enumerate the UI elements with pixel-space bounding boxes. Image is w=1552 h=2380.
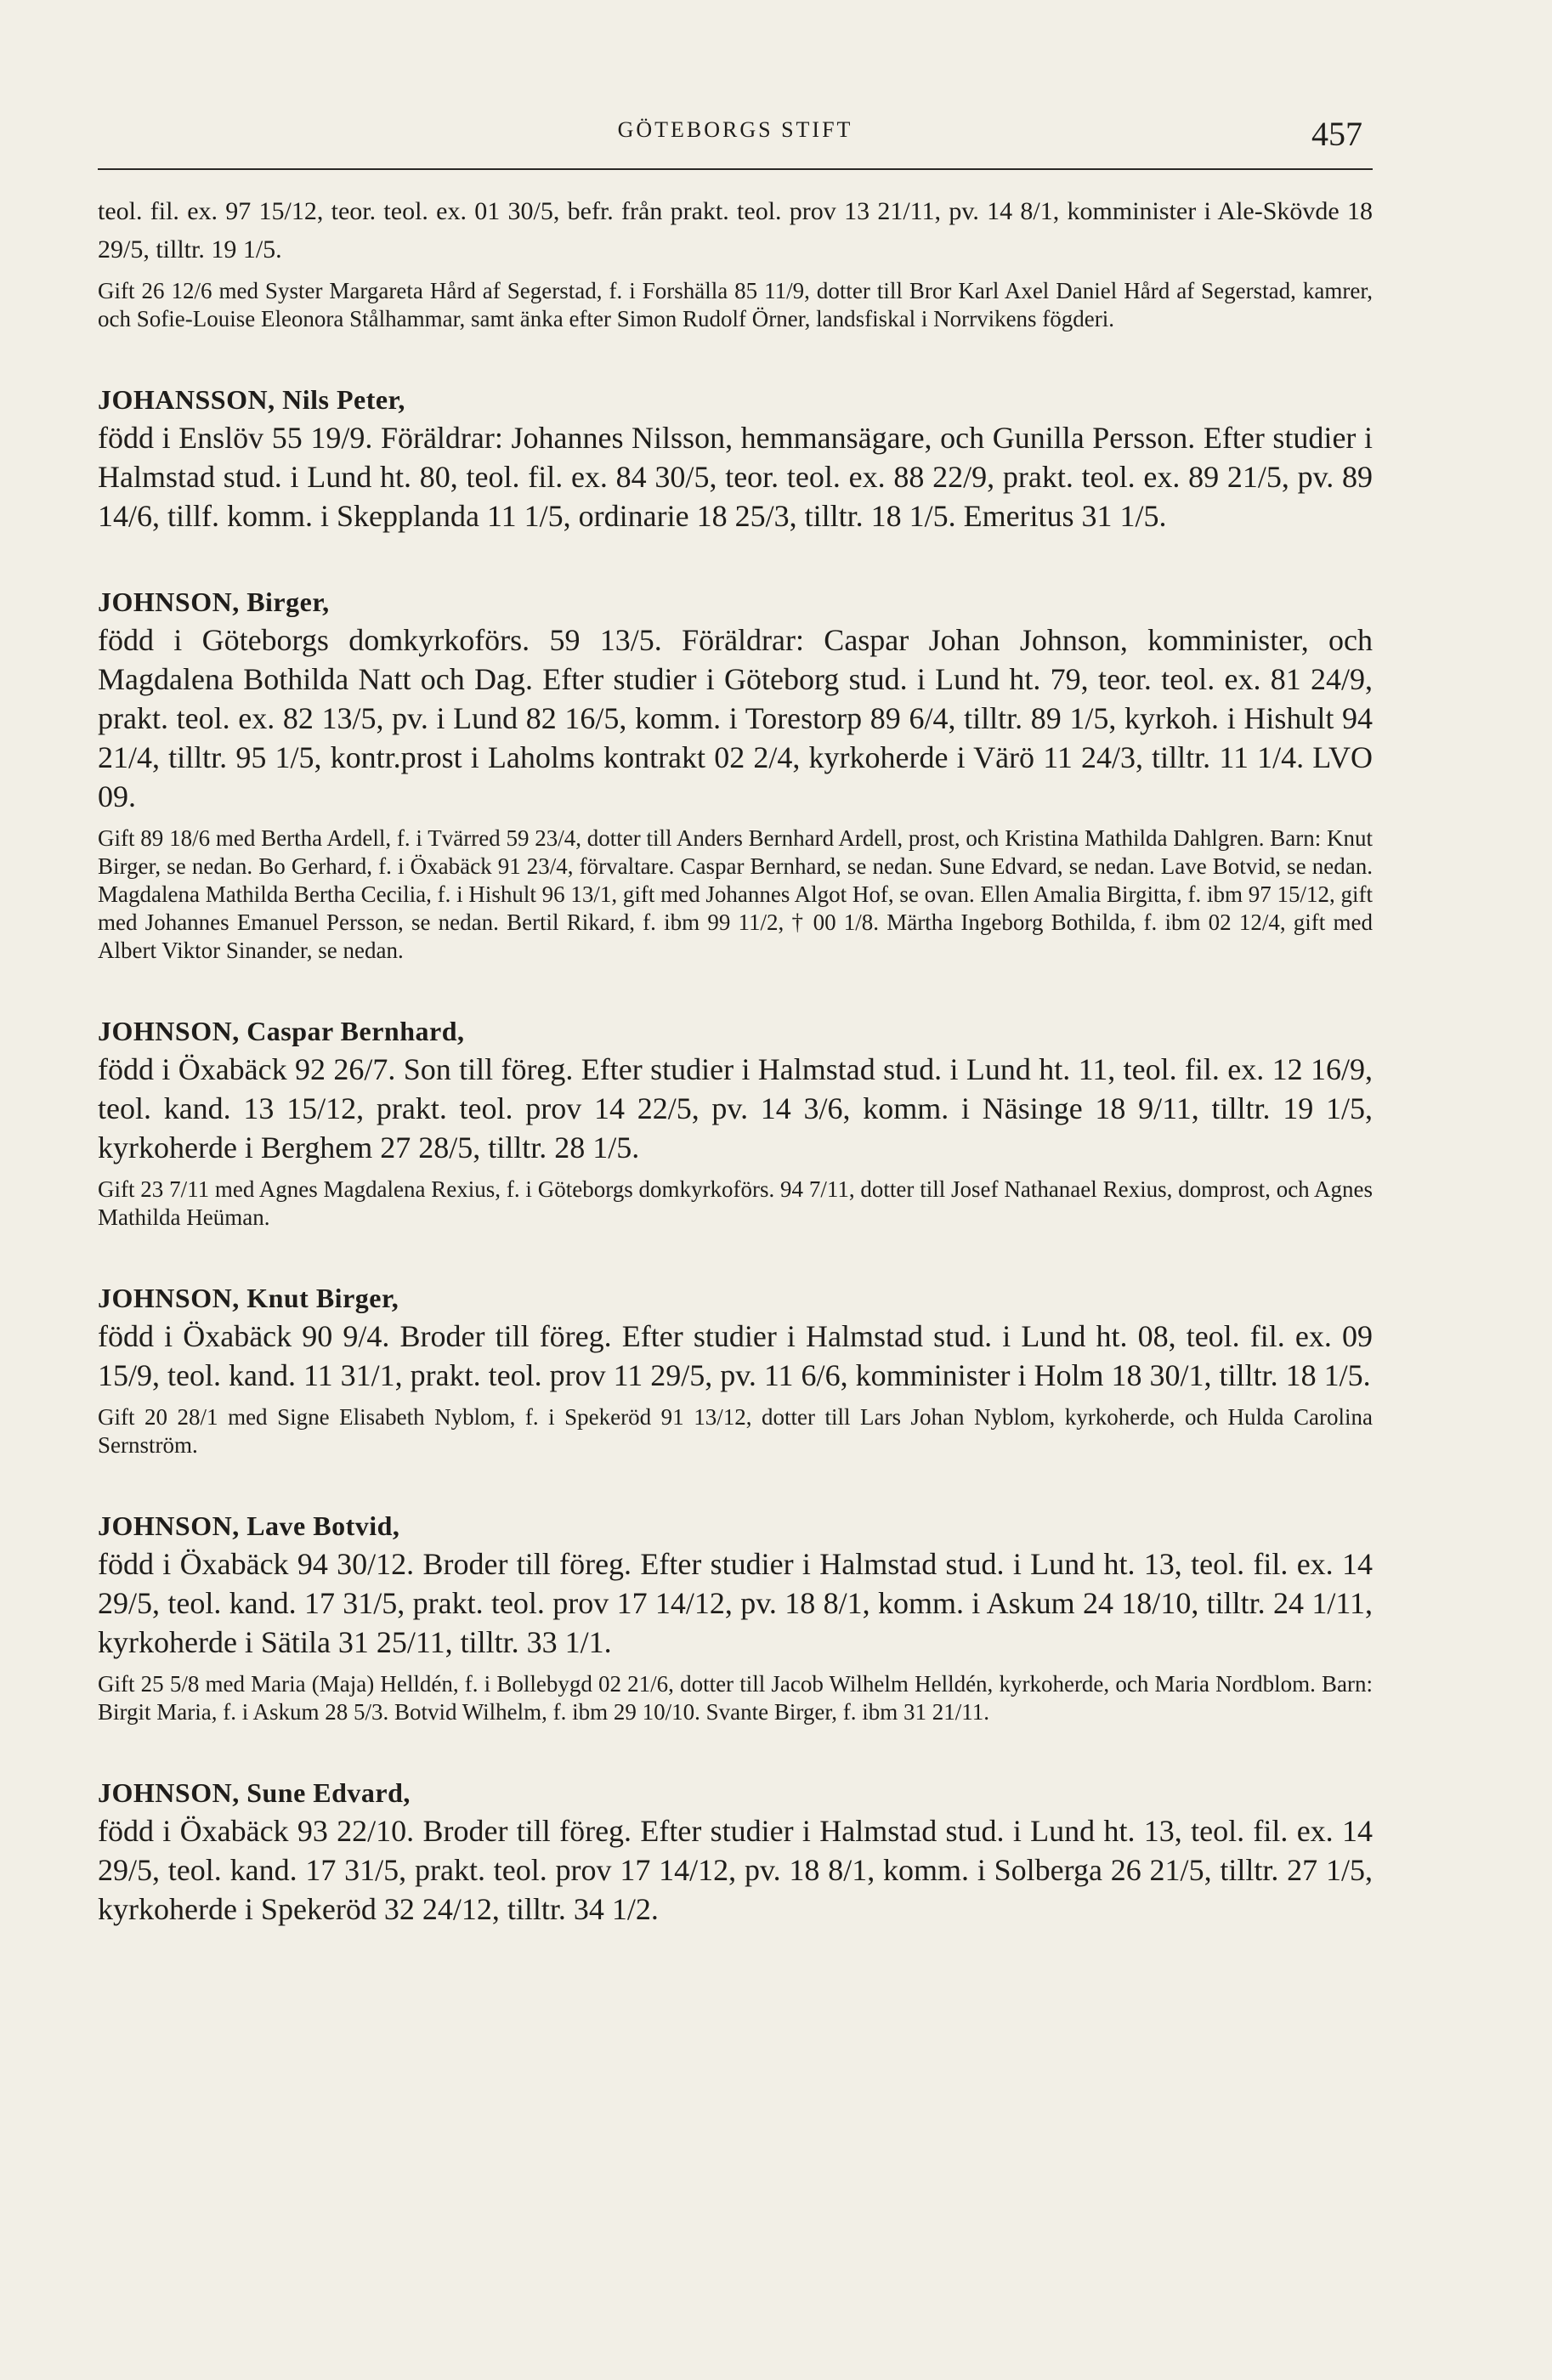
entry-main-text: född i Öxabäck 90 9/4. Broder till föreg. Efter studier i Halmstad stud. i Lund ht. 08, teol. fil. ex. 09 15/9, teol. kand. 11 31/1, prakt. teol. prov 11 29/5, pv. 11 6/6, komminister i Holm 18 30/1, tilltr. 18 1/5. <box>98 1319 1373 1392</box>
entry-note: Gift 20 28/1 med Signe Elisabeth Nyblom, f. i Spekeröd 91 13/12, dotter till Lars Johan Nyblom, kyrkoherde, och Hulda Carolina Sernström. <box>98 1404 1373 1458</box>
entry-heading: JOHANSSON, Nils Peter, <box>98 384 405 415</box>
page-header <box>98 100 1373 170</box>
entry-note: Gift 25 5/8 med Maria (Maja) Helldén, f. i Bollebygd 02 21/6, dotter till Jacob Wilhelm Helldén, kyrkoherde, och Maria Nordblom. Barn: Birgit Maria, f. i Askum 28 5/3. Botvid Wilhelm, f. ibm 29 10/10. Svante Birger, f. ibm 31 21/11. <box>98 1671 1373 1725</box>
entry-heading: JOHNSON, Lave Botvid, <box>98 1510 400 1541</box>
page-body <box>98 192 1373 1929</box>
entry-johnson-caspar-bernhard <box>98 1012 1373 1232</box>
entry-heading: JOHNSON, Knut Birger, <box>98 1283 399 1313</box>
entry-main-text: född i Enslöv 55 19/9. Föräldrar: Johannes Nilsson, hemmansägare, och Gunilla Persson. Efter studier i Halmstad stud. i Lund ht. 80, teol. fil. ex. 84 30/5, teor. teol. ex. 88 22/9, prakt. teol. ex. 89 21/5, pv. 89 14/6, tillf. komm. i Skepplanda 11 1/5, ordinarie 18 25/3, tilltr. 18 1/5. Emeritus 31 1/5. <box>98 421 1373 533</box>
running-title: GÖTEBORGS STIFT <box>617 117 853 142</box>
entry-main-text: född i Göteborgs domkyrkoförs. 59 13/5. Föräldrar: Caspar Johan Johnson, komminister, och Magdalena Bothilda Natt och Dag. Efter studier i Göteborg stud. i Lund ht. 79, teor. teol. ex. 81 24/9, prakt. teol. ex. 82 13/5, pv. i Lund 82 16/5, komm. i Torestorp 89 6/4, tilltr. 89 1/5, kyrkoh. i Hishult 94 21/4, tilltr. 95 1/5, kontr.prost i Laholms kontrakt 02 2/4, kyrkoherde i Värö 11 24/3, tilltr. 11 1/4. LVO 09. <box>98 623 1373 813</box>
entry-main-text: född i Öxabäck 92 26/7. Son till föreg. Efter studier i Halmstad stud. i Lund ht. 11, teol. fil. ex. 12 16/9, teol. kand. 13 15/12, prakt. teol. prov 14 22/5, pv. 14 3/6, komm. i Näsinge 18 9/11, tilltr. 19 1/5, kyrkoherde i Berghem 27 28/5, tilltr. 28 1/5. <box>98 1052 1373 1164</box>
entry-johansson-nils-peter <box>98 381 1373 536</box>
page-number: 457 <box>1311 115 1362 153</box>
entry-heading: JOHNSON, Caspar Bernhard, <box>98 1016 465 1046</box>
entry-main-text: teol. fil. ex. 97 15/12, teor. teol. ex. 01 30/5, befr. från prakt. teol. prov 13 21/11, pv. 14 8/1, komminister i Ale-Skövde 18 29/5, tilltr. 19 1/5. <box>98 197 1373 264</box>
entry-main-text: född i Öxabäck 93 22/10. Broder till föreg. Efter studier i Halmstad stud. i Lund ht. 13, teol. fil. ex. 14 29/5, teol. kand. 17 31/5, prakt. teol. prov 17 14/12, pv. 18 8/1, komm. i Solberga 26 21/5, tilltr. 27 1/5, kyrkoherde i Spekeröd 32 24/12, tilltr. 34 1/2. <box>98 1814 1373 1926</box>
entry-johnson-knut-birger <box>98 1279 1373 1459</box>
entry-note: Gift 23 7/11 med Agnes Magdalena Rexius, f. i Göteborgs domkyrkoförs. 94 7/11, dotter till Josef Nathanael Rexius, domprost, och Agnes Mathilda Heüman. <box>98 1176 1373 1230</box>
entry-johnson-sune-edvard <box>98 1774 1373 1929</box>
entry-johnson-birger <box>98 583 1373 965</box>
entry-note: Gift 89 18/6 med Bertha Ardell, f. i Tvärred 59 23/4, dotter till Anders Bernhard Ardell, prost, och Kristina Mathilda Dahlgren. Barn: Knut Birger, se nedan. Bo Gerhard, f. i Öxabäck 91 23/4, förvaltare. Caspar Bernhard, se nedan. Sune Edvard, se nedan. Lave Botvid, se nedan. Magdalena Mathilda Bertha Cecilia, f. i Hishult 96 13/1, gift med Johannes Algot Hof, se ovan. Ellen Amalia Birgitta, f. ibm 97 15/12, gift med Johannes Emanuel Persson, se nedan. Bertil Rikard, f. ibm 99 11/2, † 00 1/8. Märtha Ingeborg Bothilda, f. ibm 02 12/4, gift med Albert Viktor Sinander, se nedan. <box>98 825 1374 963</box>
entry-main-text: född i Öxabäck 94 30/12. Broder till föreg. Efter studier i Halmstad stud. i Lund ht. 13, teol. fil. ex. 14 29/5, teol. kand. 17 31/5, prakt. teol. prov 17 14/12, pv. 18 8/1, komm. i Askum 24 18/10, tilltr. 24 1/11, kyrkoherde i Sätila 31 25/11, tilltr. 33 1/1. <box>98 1547 1373 1659</box>
entry-johnson-lave-botvid <box>98 1507 1373 1726</box>
entry-note: Gift 26 12/6 med Syster Margareta Hård af Segerstad, f. i Forshälla 85 11/9, dotter till Bror Karl Axel Daniel Hård af Segerstad, kamrer, och Sofie-Louise Eleonora Stålhammar, samt änka efter Simon Rudolf Örner, landsfiskal i Norrvikens fögderi. <box>98 278 1373 332</box>
entry-heading: JOHNSON, Sune Edvard, <box>98 1777 411 1808</box>
entry-continued <box>98 192 1373 333</box>
entry-heading: JOHNSON, Birger, <box>98 586 330 617</box>
